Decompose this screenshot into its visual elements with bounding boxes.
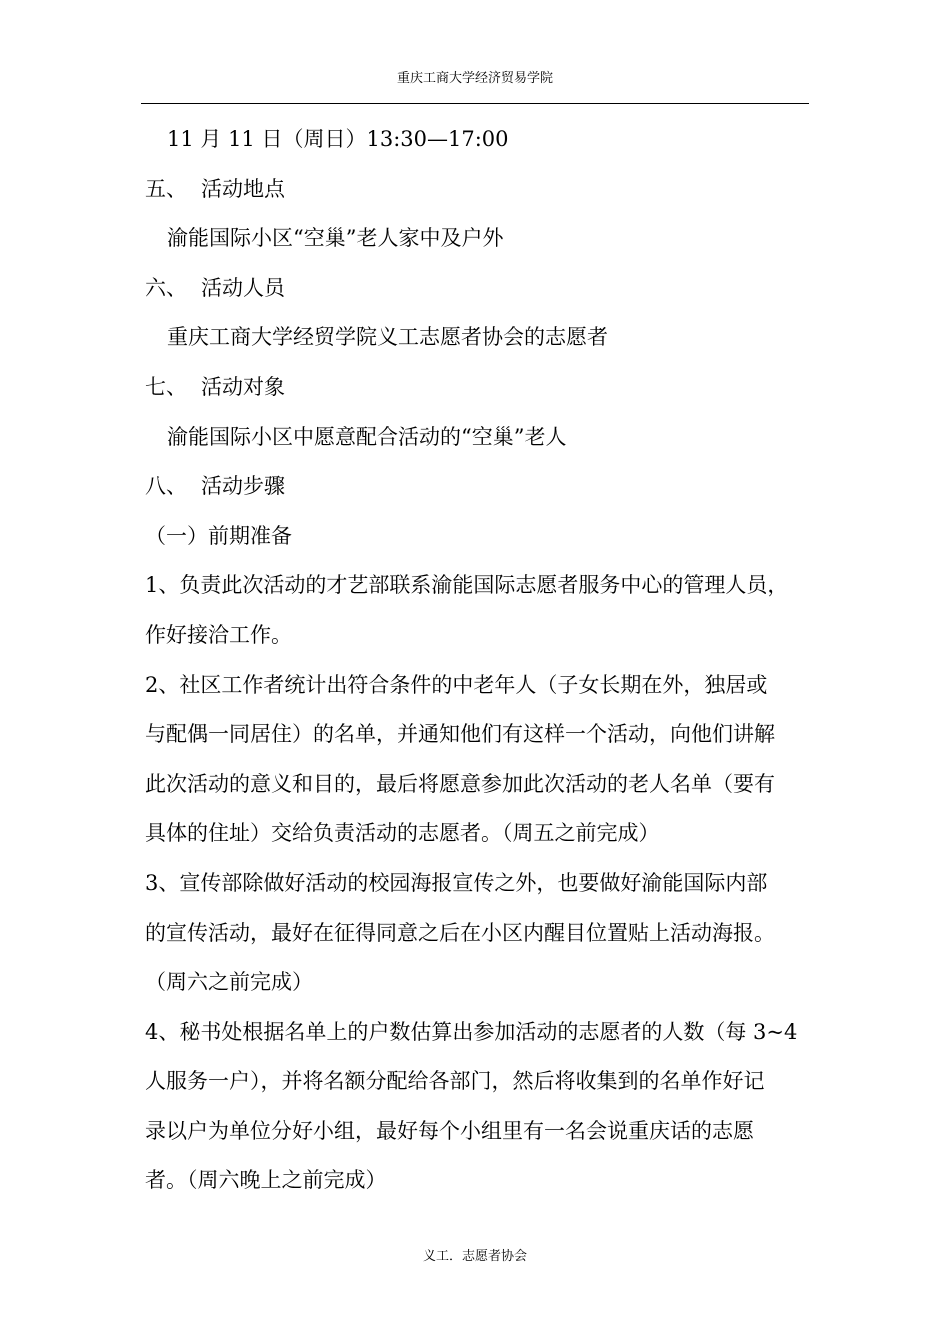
section-number: 八、 [145,474,187,499]
paragraph-line: 作好接洽工作。 [145,622,292,647]
section-title: 活动地点 [201,176,285,201]
page-header: 重庆工商大学经济贸易学院 [396,71,553,86]
paragraph-line: 4、秘书处根据名单上的户数估算出参加活动的志愿者的人数（每 3~4 [145,1019,798,1044]
paragraph-line: 者。（周六晚上之前完成） [145,1168,387,1193]
section-heading-5 [145,165,810,215]
section-heading-6 [145,264,810,314]
page-footer: 义工．志愿者协会 [422,1249,527,1264]
paragraph-line: 录以户为单位分好小组，最好每个小组里有一名会说重庆话的志愿 [145,1118,754,1143]
paragraph-line: 人服务一户），并将名额分配给各部门，然后将收集到的名单作好记 [145,1069,765,1094]
activity-target: 渝能国际小区中愿意配合活动的“空巢”老人 [167,424,567,449]
paragraph-line: 的宣传活动，最好在征得同意之后在小区内醒目位置贴上活动海报。 [145,920,775,945]
document-body [145,115,810,1206]
step-item-4 [145,1008,810,1206]
section-heading-7 [145,363,810,413]
section-number: 七、 [145,374,187,399]
step-item-2 [145,661,810,859]
step-item-1 [145,561,810,660]
section-heading-8 [145,462,810,512]
section-title: 活动步骤 [201,474,285,499]
activity-location: 渝能国际小区“空巢”老人家中及户外 [167,226,504,251]
section-title: 活动人员 [201,275,285,300]
step-item-3 [145,859,810,1008]
section-number: 六、 [145,275,187,300]
paragraph-line: （周六之前完成） [145,970,313,995]
header-divider [141,103,809,104]
activity-time: 11 月 11 日（周日）13:30—17:00 [167,127,509,151]
paragraph-line: 3、宣传部除做好活动的校园海报宣传之外，也要做好渝能国际内部 [145,870,768,895]
section-number: 五、 [145,176,187,201]
paragraph-line: 与配偶一同居住）的名单，并通知他们有这样一个活动，向他们讲解 [145,722,775,747]
section-title: 活动对象 [201,374,285,399]
paragraph-line: 1、负责此次活动的才艺部联系渝能国际志愿者服务中心的管理人员， [145,573,789,598]
paragraph-line: 此次活动的意义和目的，最后将愿意参加此次活动的老人名单（要有 [145,771,775,796]
subsection-heading: （一）前期准备 [145,523,292,548]
paragraph-line: 具体的住址）交给负责活动的志愿者。（周五之前完成） [145,821,660,846]
activity-personnel: 重庆工商大学经贸学院义工志愿者协会的志愿者 [167,325,608,350]
paragraph-line: 2、社区工作者统计出符合条件的中老年人（子女长期在外，独居或 [145,672,768,697]
